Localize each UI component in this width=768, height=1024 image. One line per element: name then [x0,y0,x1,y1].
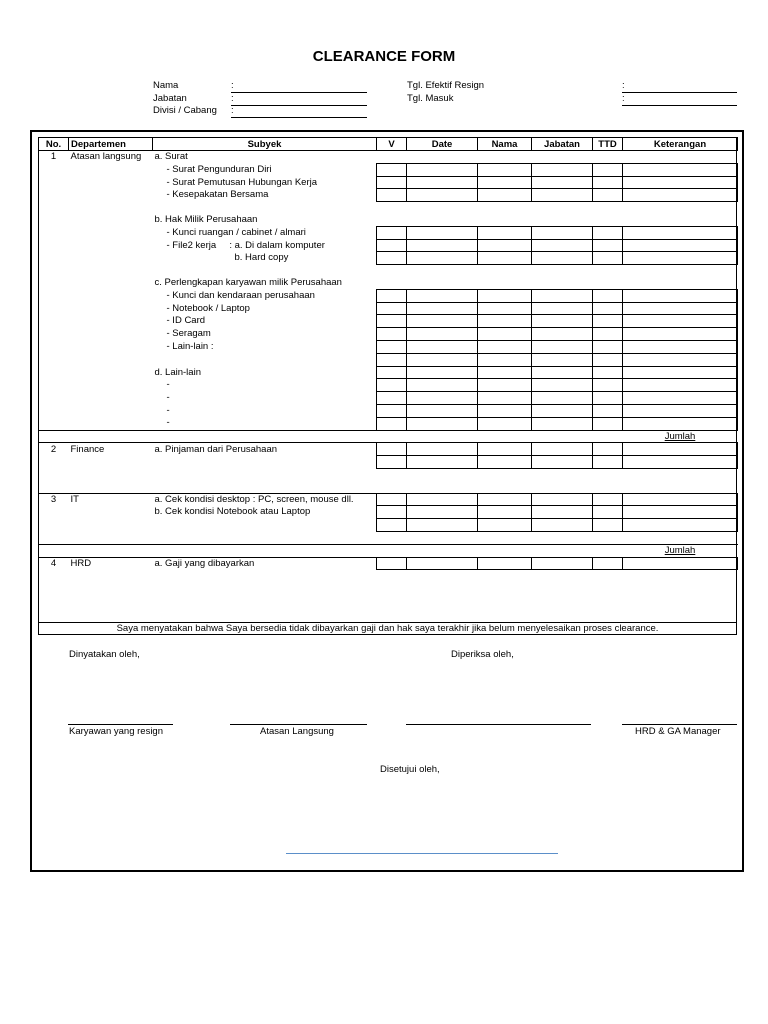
check-cell[interactable] [593,404,623,417]
table-row [39,481,738,493]
label-nama: Nama [153,80,179,91]
check-cell[interactable] [593,443,623,456]
subject-heading: a. Surat [154,151,188,163]
table-row [39,417,738,430]
signature-line-supervisor[interactable] [230,724,367,725]
check-cell[interactable] [478,506,532,519]
subject-heading: a. Gaji yang dibayarkan [153,557,377,570]
check-cell[interactable] [478,392,532,405]
check-cell[interactable] [407,443,478,456]
col-jabatan: Jabatan [532,138,593,151]
check-cell[interactable] [407,340,478,353]
check-cell[interactable] [593,366,623,379]
row-dept: Atasan langsung [70,151,142,163]
col-departemen: Departemen [69,138,153,151]
check-cell[interactable] [407,379,478,392]
check-cell[interactable] [377,392,407,405]
check-cell[interactable] [377,443,407,456]
check-cell[interactable] [478,366,532,379]
check-cell[interactable] [593,289,623,302]
check-cell[interactable] [407,506,478,519]
check-cell[interactable] [623,189,738,202]
check-cell[interactable] [532,493,593,506]
check-cell[interactable] [407,456,478,469]
table-row [39,468,738,480]
check-cell[interactable] [407,353,478,366]
divisi-field[interactable] [231,117,367,118]
check-cell[interactable] [623,289,738,302]
subject-item: - Kunci ruangan / cabinet / almari [166,226,306,238]
check-cell[interactable] [623,226,738,239]
check-cell[interactable] [407,328,478,341]
subject-item: - Surat Pengunduran Diri [166,163,272,175]
check-cell[interactable] [532,392,593,405]
check-cell[interactable] [407,392,478,405]
check-cell[interactable] [623,519,738,532]
check-cell[interactable] [532,404,593,417]
check-cell[interactable] [377,519,407,532]
check-cell[interactable] [377,506,407,519]
row-dept: Finance [69,443,153,456]
check-cell[interactable] [407,519,478,532]
check-cell[interactable] [478,557,532,570]
col-nama: Nama [478,138,532,151]
check-cell[interactable] [623,443,738,456]
check-cell[interactable] [593,340,623,353]
col-keterangan: Keterangan [623,138,738,151]
employee-label: Karyawan yang resign [69,726,163,737]
signature-line-employee[interactable] [68,724,173,725]
subject-item: - Notebook / Laptop [166,302,250,314]
check-cell[interactable] [593,328,623,341]
check-cell[interactable] [377,456,407,469]
col-ttd: TTD [593,138,623,151]
check-cell[interactable] [407,315,478,328]
table-row [39,151,738,164]
subject-heading: d. Lain-lain [154,366,201,378]
table-row [39,493,738,506]
table-row [39,239,738,252]
check-cell[interactable] [623,340,738,353]
subject-item: - Kesepakatan Bersama [166,189,269,201]
signature-line-approver[interactable] [286,853,558,854]
check-cell[interactable] [532,239,593,252]
check-cell[interactable] [407,163,478,176]
check-cell[interactable] [623,417,738,430]
check-cell[interactable] [478,189,532,202]
section-4 [39,557,738,617]
check-cell[interactable] [407,252,478,265]
signature-line-checker[interactable] [406,724,591,725]
check-cell[interactable] [593,302,623,315]
table-row [39,315,738,328]
declared-by: Dinyatakan oleh, [69,649,140,660]
table-row [39,340,738,353]
check-cell[interactable] [377,189,407,202]
col-date: Date [407,138,478,151]
check-cell[interactable] [377,252,407,265]
table-row [39,594,738,606]
subject-item: - [166,404,170,416]
check-cell[interactable] [377,315,407,328]
table-row [39,531,738,544]
check-cell[interactable] [377,340,407,353]
check-cell[interactable] [478,404,532,417]
subject-item: - [166,392,170,404]
check-cell[interactable] [623,302,738,315]
colon: : [231,105,234,116]
check-cell[interactable] [407,226,478,239]
check-cell[interactable] [532,176,593,189]
label-tgl-masuk: Tgl. Masuk [407,93,454,104]
table-row [39,557,738,570]
subject-item: b. Hard copy [234,252,289,264]
table-row [39,226,738,239]
check-cell[interactable] [623,392,738,405]
colon: : [622,93,625,104]
check-cell[interactable] [623,239,738,252]
check-cell[interactable] [623,404,738,417]
check-cell[interactable] [478,379,532,392]
check-cell[interactable] [623,366,738,379]
check-cell[interactable] [377,302,407,315]
check-cell[interactable] [623,493,738,506]
subject-heading: a. Cek kondisi desktop : PC, screen, mouse dll. [153,493,377,506]
table-row [39,277,738,289]
subject-item: - Lain-lain : [166,340,214,352]
check-cell[interactable] [532,557,593,570]
check-cell[interactable] [478,340,532,353]
check-cell[interactable] [532,519,593,532]
check-cell[interactable] [532,506,593,519]
check-cell[interactable] [532,328,593,341]
check-cell[interactable] [407,176,478,189]
check-cell[interactable] [623,557,738,570]
check-cell[interactable] [377,176,407,189]
check-cell[interactable] [532,189,593,202]
check-cell[interactable] [478,239,532,252]
check-cell[interactable] [593,506,623,519]
row-dept: HRD [69,557,153,570]
table-row [39,265,738,277]
supervisor-label: Atasan Langsung [260,726,334,737]
check-cell[interactable] [593,226,623,239]
check-cell[interactable] [593,557,623,570]
colon: : [231,93,234,104]
table-row [39,328,738,341]
subject-heading: b. Hak Milik Perusahaan [154,214,258,226]
check-cell[interactable] [623,328,738,341]
signature-line-hrd[interactable] [622,724,737,725]
check-cell[interactable] [407,404,478,417]
check-cell[interactable] [478,519,532,532]
check-cell[interactable] [478,417,532,430]
subject-heading: b. Cek kondisi Notebook atau Laptop [154,506,311,518]
approved-by: Disetujui oleh, [380,764,440,775]
subject-item: - Kunci dan kendaraan perusahaan [166,289,315,301]
subject-item: - [166,379,170,391]
check-cell[interactable] [407,189,478,202]
check-cell[interactable] [623,176,738,189]
check-cell[interactable] [623,506,738,519]
check-cell[interactable] [623,379,738,392]
form-title: CLEARANCE FORM [312,48,456,65]
jumlah-label: Jumlah [623,430,738,443]
check-cell[interactable] [377,366,407,379]
section-3 [39,493,738,557]
subject-item: - Surat Pemutusan Hubungan Kerja [166,176,318,188]
check-cell[interactable] [407,239,478,252]
section-2 [39,443,738,493]
check-cell[interactable] [478,443,532,456]
check-cell[interactable] [623,353,738,366]
table-row [39,392,738,405]
table-row [39,163,738,176]
col-v: V [377,138,407,151]
check-cell[interactable] [377,353,407,366]
tgl-masuk-field[interactable] [622,105,737,106]
table-row [39,430,738,443]
subject-heading: c. Perlengkapan karyawan milik Perusahaan [154,277,342,289]
check-cell[interactable] [532,226,593,239]
check-cell[interactable] [478,226,532,239]
check-cell[interactable] [407,302,478,315]
table-row [39,252,738,265]
check-cell[interactable] [407,366,478,379]
table-row [39,202,738,214]
col-no: No. [39,138,69,151]
subject-item: - ID Card [166,315,206,327]
check-cell[interactable] [623,456,738,469]
check-cell[interactable] [593,315,623,328]
check-cell[interactable] [377,404,407,417]
check-cell[interactable] [478,315,532,328]
check-cell[interactable] [532,366,593,379]
section-1 [39,151,738,443]
check-cell[interactable] [532,353,593,366]
table-row [39,366,738,379]
check-cell[interactable] [593,519,623,532]
check-cell[interactable] [593,456,623,469]
statement-text: Saya menyatakan bahwa Saya bersedia tidak dibayarkan gaji dan hak saya terakhir jika belum menyelesaikan proses clearance. [38,622,737,636]
subject-item: - File2 kerja : a. Di dalam komputer [166,239,325,251]
check-cell[interactable] [532,417,593,430]
check-cell[interactable] [593,252,623,265]
table-row [39,506,738,519]
col-subyek: Subyek [153,138,377,151]
label-jabatan: Jabatan [153,93,187,104]
check-cell[interactable] [532,456,593,469]
check-cell[interactable] [623,163,738,176]
check-cell[interactable] [407,493,478,506]
check-cell[interactable] [593,379,623,392]
check-cell[interactable] [377,328,407,341]
subject-item: - Seragam [166,328,211,340]
label-divisi: Divisi / Cabang [153,105,217,116]
check-cell[interactable] [593,353,623,366]
nama-field[interactable] [231,92,367,93]
check-cell[interactable] [532,379,593,392]
label-tgl-resign: Tgl. Efektif Resign [407,80,485,91]
check-cell[interactable] [593,176,623,189]
table-row [39,289,738,302]
check-cell[interactable] [532,443,593,456]
subject-heading: a. Pinjaman dari Perusahaan [153,443,377,456]
row-no: 3 [39,493,69,506]
check-cell[interactable] [623,315,738,328]
table-row [39,353,738,366]
check-cell[interactable] [377,557,407,570]
check-cell[interactable] [593,392,623,405]
check-cell[interactable] [478,176,532,189]
check-cell[interactable] [593,189,623,202]
check-cell[interactable] [407,289,478,302]
check-cell[interactable] [478,252,532,265]
check-cell[interactable] [407,557,478,570]
check-cell[interactable] [478,328,532,341]
table-row [39,456,738,469]
tgl-resign-field[interactable] [622,92,737,93]
subject-item: - [166,417,170,429]
check-cell[interactable] [407,417,478,430]
row-no: 2 [39,443,69,456]
colon: : [231,80,234,91]
check-cell[interactable] [478,493,532,506]
row-dept: IT [69,493,153,506]
check-cell[interactable] [377,163,407,176]
check-cell[interactable] [377,379,407,392]
check-cell[interactable] [478,302,532,315]
check-cell[interactable] [593,493,623,506]
colon: : [622,80,625,91]
check-cell[interactable] [593,239,623,252]
check-cell[interactable] [377,226,407,239]
hrd-label: HRD & GA Manager [635,726,721,737]
table-header [39,138,738,151]
check-cell[interactable] [532,302,593,315]
check-cell[interactable] [532,340,593,353]
table-row [39,214,738,226]
table-row [39,519,738,532]
check-cell[interactable] [623,252,738,265]
checked-by: Diperiksa oleh, [451,649,514,660]
check-cell[interactable] [532,163,593,176]
table-row [39,379,738,392]
check-cell[interactable] [377,417,407,430]
row-no: 4 [39,557,69,570]
jabatan-field[interactable] [231,105,367,106]
check-cell[interactable] [377,239,407,252]
table-row [39,582,738,594]
check-cell[interactable] [478,163,532,176]
table-row [39,404,738,417]
table-row [39,176,738,189]
check-cell[interactable] [478,353,532,366]
row-no: 1 [50,151,57,163]
check-cell[interactable] [532,289,593,302]
table-row [39,443,738,456]
check-cell[interactable] [593,417,623,430]
check-cell[interactable] [377,289,407,302]
table-row [39,606,738,618]
check-cell[interactable] [593,163,623,176]
table-row [39,544,738,557]
clearance-table [38,137,738,617]
check-cell[interactable] [532,252,593,265]
check-cell[interactable] [377,493,407,506]
table-row [39,189,738,202]
table-row [39,570,738,582]
check-cell[interactable] [478,456,532,469]
check-cell[interactable] [532,315,593,328]
jumlah-label: Jumlah [623,544,738,557]
check-cell[interactable] [478,289,532,302]
table-row [39,302,738,315]
